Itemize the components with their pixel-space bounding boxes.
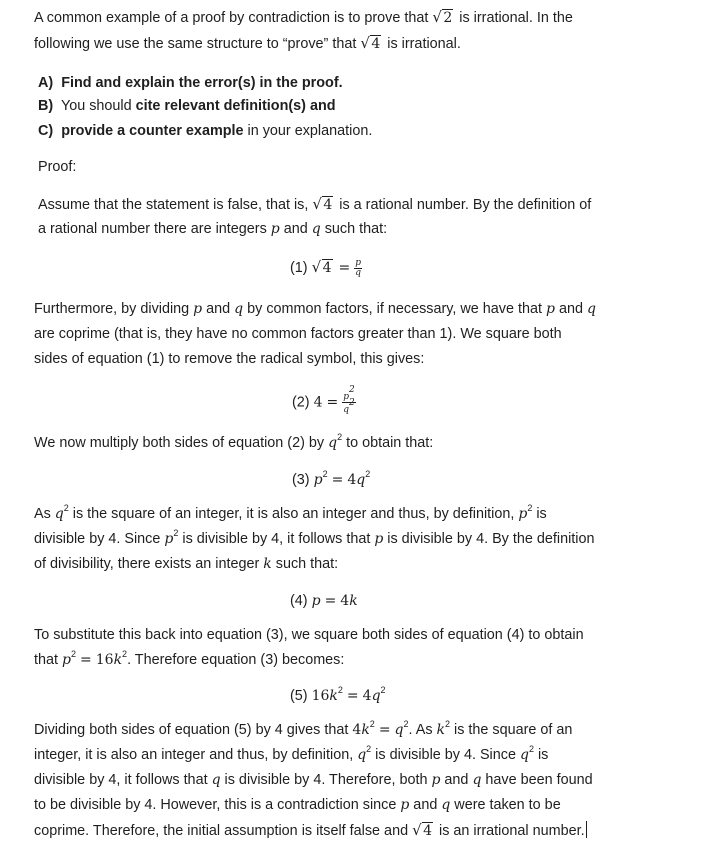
p2-line-3: sides of equation (1) to remove the radical symbol, this gives: — [34, 351, 425, 367]
equation-2: (2) 4 = $\frac{p^2}{q^2}$ — [292, 385, 355, 415]
p2-line-2: are coprime (that is, they have no common factors greater than 1). We square both — [34, 326, 562, 342]
intro-line-1: A common example of a proof by contradiction is to prove that √ 2 is irrational. In the — [34, 8, 573, 26]
intro-text: A common example of a proof by contradiction is to prove that — [34, 10, 433, 26]
sqrt-4: √ 4 — [312, 195, 333, 213]
intro-line-2: following we use the same structure to “prove” that √ 4 is irrational. — [34, 34, 461, 52]
text-cursor[interactable] — [586, 821, 587, 838]
p6-line-3: divisible by 4, it follows that q is divisible by 4. Therefore, both p and q have been found — [34, 772, 593, 788]
p5-line-1: To substitute this back into equation (3), we square both sides of equation (4) to obtain — [34, 627, 584, 643]
equation-1: (1) √ 4 = $\frac{p}{q}$ — [290, 257, 362, 278]
equation-3: (3) $p^2 = 4q^2$ — [292, 469, 371, 488]
p1-line-1: Assume that the statement is false, that is, √ 4 is a rational number. By the definition of — [38, 195, 592, 213]
p6-line-5: coprime. Therefore, the initial assumption is itself false and √ 4 is an irrational number. — [34, 821, 585, 839]
p4-line-3: of divisibility, there exists an integer k such that: — [34, 556, 339, 572]
sqrt-2: √ 2 — [432, 8, 453, 26]
sqrt-4: √ 4 — [360, 34, 381, 52]
p3-line-1: We now multiply both sides of equation (2) by $q^2$ to obtain that: — [34, 432, 434, 451]
p5-line-2: that $p^2 = 16k^2$. Therefore equation (3) becomes: — [34, 649, 345, 668]
proof-label: Proof: — [38, 159, 77, 175]
equation-4: (4) p = 4k — [290, 593, 358, 609]
p6-line-1: Dividing both sides of equation (5) by 4 gives that $4k^2 = q^2$. As $k^2$ is the square of an — [34, 719, 573, 738]
p6-line-2: integer, it is also an integer and thus, by definition, $q^2$ is divisible by 4. Since $q^2$ is — [34, 744, 549, 763]
p2-line-1: Furthermore, by dividing p and q by common factors, if necessary, we have that p and q — [34, 301, 596, 317]
p1-line-2: a rational number there are integers p and q such that: — [38, 221, 388, 237]
p6-line-4: to be divisible by 4. However, this is a contradiction since p and q were taken to be — [34, 797, 561, 813]
task-b: B) You should cite relevant definition(s) and — [38, 98, 336, 114]
task-a: A) Find and explain the error(s) in the proof. — [38, 75, 343, 91]
p4-line-1: As $q^2$ is the square of an integer, it is also an integer and thus, by definition, $p^2$ is — [34, 503, 547, 522]
p4-line-2: divisible by 4. Since $p^2$ is divisible by 4, it follows that p is divisible by 4. By the definition — [34, 528, 595, 547]
sqrt-4: √ 4 — [412, 821, 432, 839]
equation-5: (5) $16k^2 = 4q^2$ — [290, 685, 386, 704]
task-c: C) provide a counter example in your explanation. — [38, 123, 373, 139]
